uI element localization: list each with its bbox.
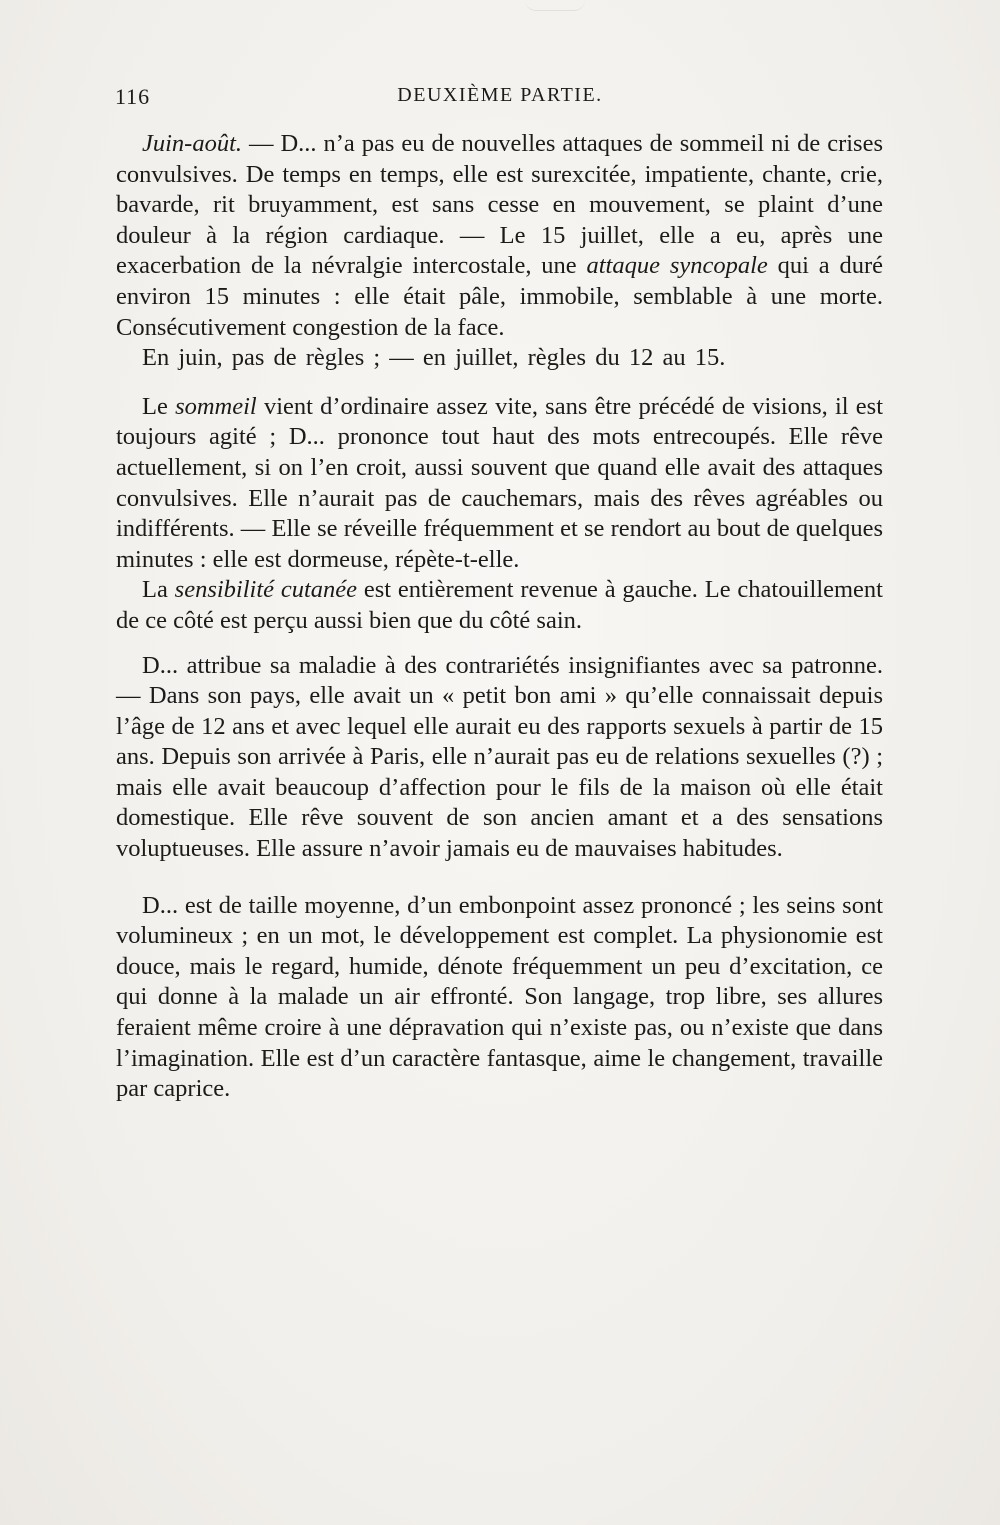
paragraph-maladie: [116, 651, 883, 865]
paragraph-regles: [116, 343, 883, 374]
paragraph-lead-italic: Juin-août.: [142, 130, 243, 157]
paragraph-prefix: La: [142, 576, 175, 604]
paragraph-text: En juin, pas de règles ; — en juillet, règles du 12 au 15.: [142, 344, 726, 372]
body-text: [116, 129, 883, 1105]
paragraph-prefix: Le: [142, 392, 176, 420]
paragraph-italic: attaque syncopale: [586, 252, 768, 280]
page-header: [115, 84, 885, 116]
paragraph-text-continued: qui a duré environ 15 minutes : elle était pâle, immobile, semblable à une morte. Consécutivement congestion de la face.: [116, 252, 884, 341]
paragraph-text: est entièrement revenue à gauche. Le chatouillement de ce côté est perçu aussi bien que du côté sain.: [116, 576, 883, 634]
running-head: DEUXIÈME PARTIE.: [397, 84, 603, 106]
paragraph-taille: [116, 891, 883, 1105]
paragraph-sommeil: [116, 392, 883, 576]
paragraph-italic: sommeil: [175, 392, 257, 420]
paragraph-text: D... est de taille moyenne, d’un embonpoint assez prononcé ; les seins sont volumineux ; en un mot, le développement est complet. La physionomie est douce, mais le regard, humide, dénote fréquemment un peu d’excitation, ce qui donne à la malade un air effronté. Son langage, trop libre, ses allures feraient même croire à une dépravation qui n’existe pas, ou n’existe que dans l’imagination. Elle est d’un caractère fantasque, aime le changement, travaille par caprice.: [116, 891, 883, 1103]
paragraph-text: D... attribue sa maladie à des contrariétés insignifiantes avec sa patronne. — Dans son pays, elle avait un « petit bon ami » qu’elle connaissait depuis l’âge de 12 ans et avec lequel elle aurait eu des rapports sexuels à partir de 15 ans. Depuis son arrivée à Paris, elle n’aurait pas eu de relations sexuelles (?) ; mais elle avait beaucoup d’affection pour le fils de la maison où elle était domestique. Elle rêve souvent de son ancien amant et a des sensations voluptueuses. Elle assure n’avoir jamais eu de mauvaises habitudes.: [116, 651, 883, 863]
paragraph-sensibilite: [116, 575, 883, 636]
paragraph-text: vient d’ordinaire assez vite, sans être précédé de visions, il est toujours agité ; D... prononce tout haut des mots entrecoupés. Elle rêve actuellement, si on l’en croit, aussi souvent que quand elle avait des attaques convulsives. Elle n’aurait pas de cauchemars, mais des rêves agréables ou indifférents. — Elle se réveille fréquemment et se rendort au bout de quelques minutes : elle est dormeuse, répète-t-elle.: [116, 392, 883, 573]
paragraph-juin-aout: [116, 129, 883, 343]
paragraph-text: — D... n’a pas eu de nouvelles attaques de sommeil ni de crises convulsives. De temps en temps, elle est surexcitée, impatiente, chante, crie, bavarde, rit bruyamment, est sans cesse en mouvement, se plaint d’une douleur à la région cardiaque. — Le 15 juillet, elle a eu, après une exacerbation de la névralgie intercostale, une: [116, 130, 883, 280]
paragraph-italic: sensibilité cutanée: [174, 576, 358, 604]
page-edge-mark: [525, 0, 585, 11]
page-number: 116: [115, 84, 151, 109]
